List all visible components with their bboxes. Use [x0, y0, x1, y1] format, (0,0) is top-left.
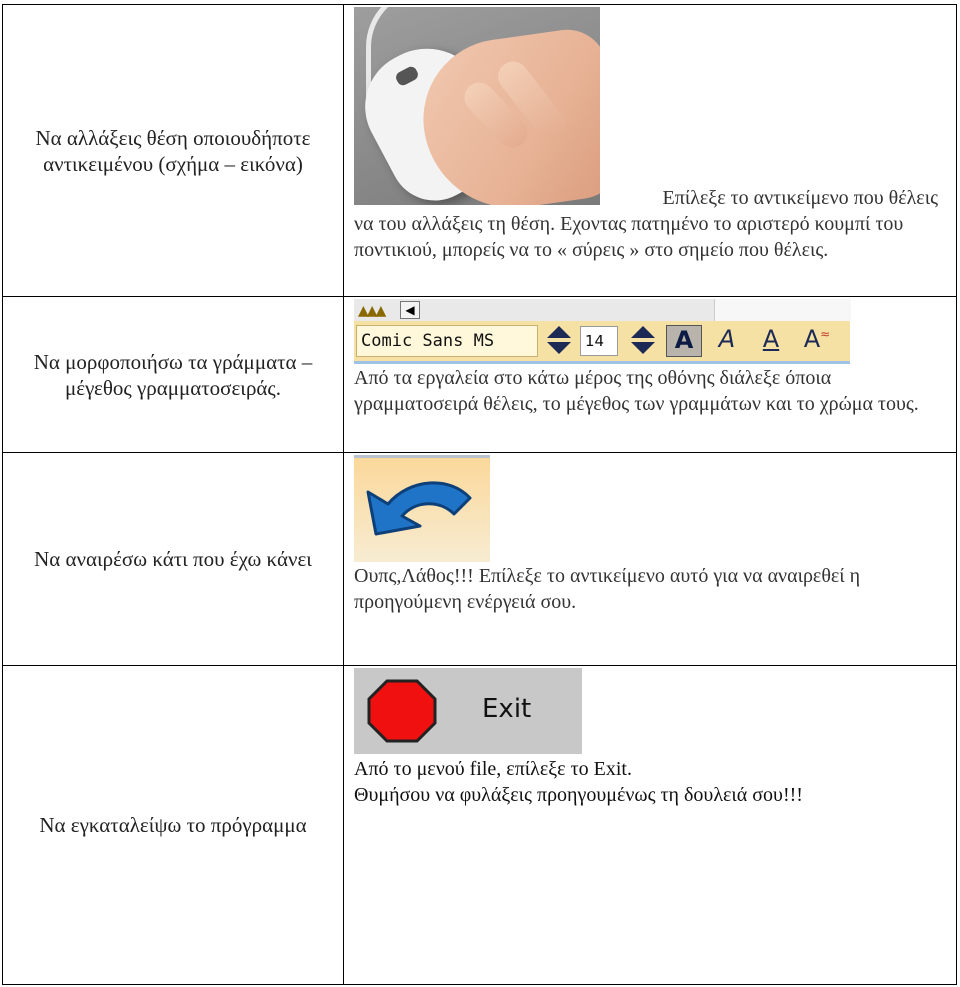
chevron-down-icon[interactable] — [547, 342, 571, 354]
bold-button[interactable]: A — [666, 325, 702, 357]
table-row — [3, 453, 957, 666]
action-cell — [3, 297, 344, 453]
stop-octagon-icon — [366, 678, 438, 744]
description-text: Από τα εργαλεία στο κάτω μέρος της οθόνης διάλεξε όποια γραμματοσειρά θέλεις, το μέγεθος των γραμμάτων και το χρώμα τους. — [354, 367, 919, 415]
instruction-page — [2, 4, 957, 984]
table-row — [3, 297, 957, 453]
font-color-label: A — [803, 325, 821, 353]
italic-button[interactable]: A — [718, 325, 736, 353]
font-toolbar — [354, 321, 850, 364]
toolbar-strip — [354, 299, 850, 321]
chevron-up-icon[interactable] — [631, 326, 655, 338]
underline-button[interactable]: A — [762, 325, 780, 353]
font-size-stepper[interactable] — [630, 324, 656, 358]
instruction-table — [2, 4, 957, 985]
description-cell — [344, 5, 957, 297]
font-name-stepper[interactable] — [546, 324, 572, 358]
description-line: να του αλλάξεις τη θέση. Εχοντας πατημένο το αριστερό κουμπί του ποντικιού, μπορείς να το « σύρεις » στο σημείο που θέλεις. — [354, 213, 904, 261]
chevron-up-icon[interactable] — [547, 326, 571, 338]
action-cell — [3, 666, 344, 985]
undo-button[interactable] — [354, 455, 490, 562]
action-text: Να εγκαταλείψω το πρόγραμμα — [39, 813, 307, 837]
description-text: Ουπς,Λάθος!!! Επίλεξε το αντικείμενο αυτό για να αναιρεθεί η προηγούμενη ενέργειά σου. — [354, 565, 861, 613]
exit-label: Exit — [482, 694, 532, 724]
table-row — [3, 5, 957, 297]
undo-arrow-icon — [358, 464, 486, 556]
description-cell — [344, 453, 957, 666]
scroll-left-button[interactable]: ◀ — [400, 301, 420, 319]
description-text — [354, 185, 938, 263]
action-text: Να αναιρέσω κάτι που έχω κάνει — [34, 547, 312, 571]
action-text: Να μορφοποιήσω τα γράμματα – μέγεθος γραμματοσειράς. — [33, 349, 313, 400]
action-text: Να αλλάξεις θέση οποιουδήποτε αντικειμένου (σχήμα – εικόνα) — [35, 125, 311, 176]
description-line: Θυμήσου να φυλάξεις προηγουμένως τη δουλειά σου!!! — [354, 784, 803, 806]
toolbar-scrollbar[interactable] — [714, 299, 851, 321]
description-line: Επίλεξε το αντικείμενο που θέλεις — [662, 187, 938, 209]
font-name-field[interactable]: Comic Sans MS — [356, 325, 538, 357]
font-color-button[interactable] — [800, 325, 834, 355]
shape-triangles-icon[interactable]: ▲▲▲ — [358, 303, 385, 319]
description-text — [354, 756, 942, 808]
description-line: Από το μενού file, επίλεξε το Exit. — [354, 758, 632, 780]
chevron-down-icon[interactable] — [631, 342, 655, 354]
description-cell — [344, 297, 957, 453]
action-cell — [3, 453, 344, 666]
description-cell — [344, 666, 957, 985]
font-size-field[interactable]: 14 — [580, 326, 618, 356]
action-cell — [3, 5, 344, 297]
table-row — [3, 666, 957, 985]
color-marker-icon: ≈ — [820, 327, 831, 341]
exit-button[interactable] — [354, 668, 582, 754]
mouse-drag-photo — [354, 7, 600, 205]
